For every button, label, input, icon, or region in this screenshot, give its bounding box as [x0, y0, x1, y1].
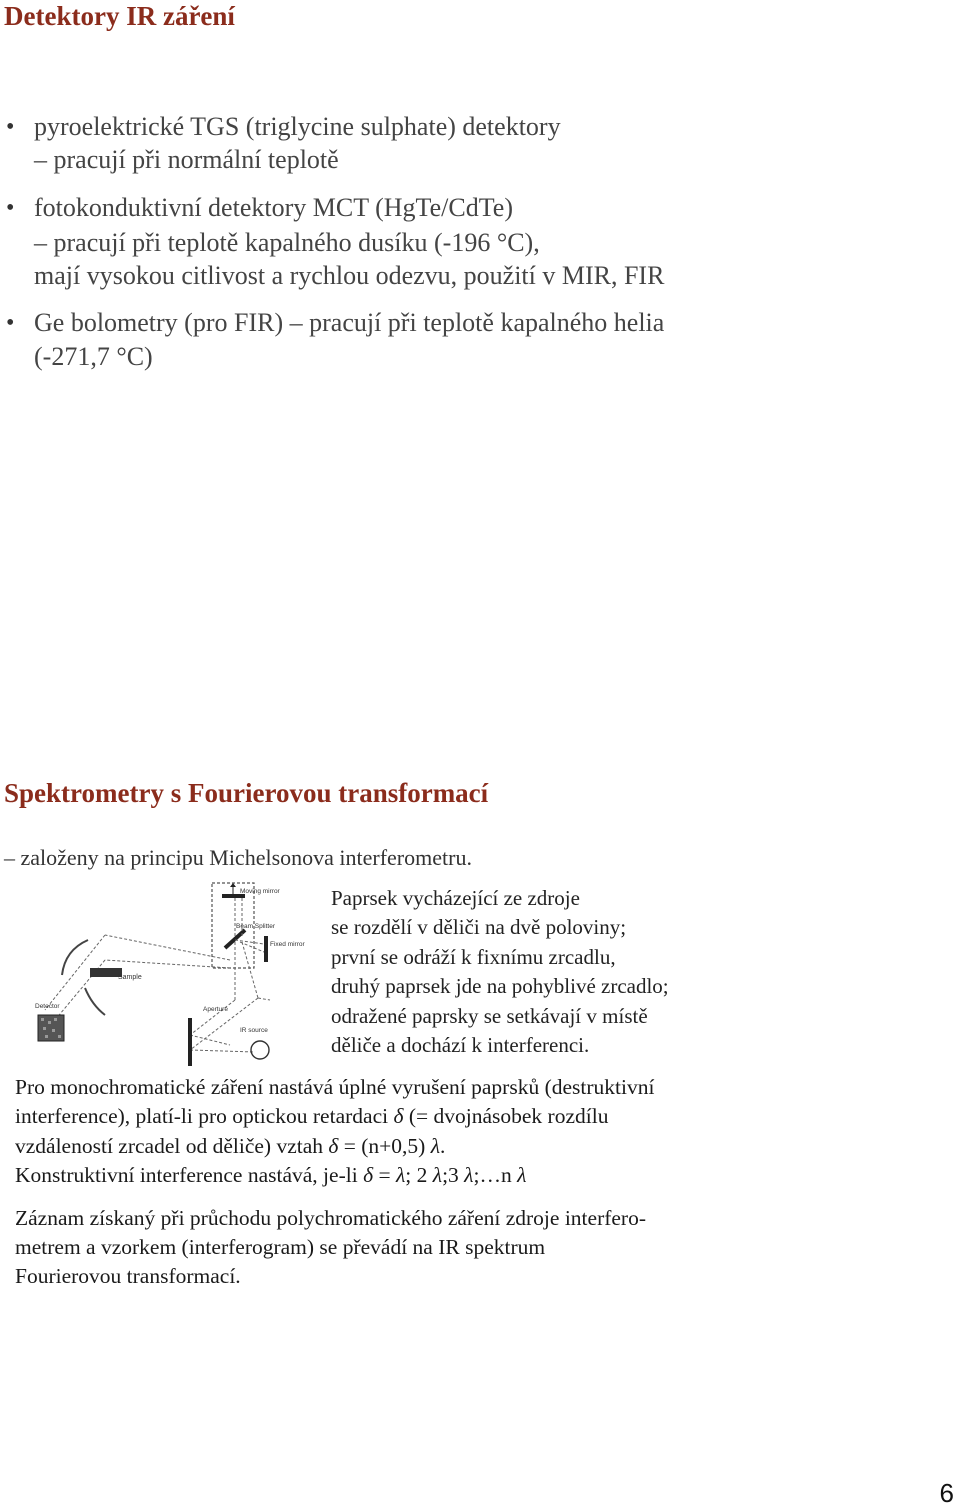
- lambda-symbol: λ: [517, 1163, 527, 1187]
- paragraph-line: Fourierovou transformací.: [15, 1264, 241, 1288]
- caption-line: první se odráží k fixnímu zrcadlu,: [331, 945, 616, 969]
- page-title: Detektory IR záření: [4, 1, 235, 31]
- bullet-text: fotokonduktivní detektory MCT (HgTe/CdTe): [34, 193, 513, 222]
- text-run: interference), platí-li pro optickou retardaci: [15, 1104, 394, 1128]
- delta-symbol: δ: [328, 1134, 339, 1158]
- paragraph-line: Pro monochromatické záření nastává úplné vyrušení paprsků (destruktivní: [15, 1075, 655, 1099]
- text-run: =: [373, 1163, 396, 1187]
- lambda-symbol: λ: [432, 1163, 443, 1187]
- fixed-mirror-label: Fixed mirror: [270, 941, 305, 948]
- section-heading: Spektrometry s Fourierovou transformací: [4, 778, 489, 808]
- text-run: Konstruktivní interference nastává, je-li: [15, 1163, 364, 1187]
- moving-mirror-label: Moving mirror: [240, 888, 280, 895]
- paragraph-line: [15, 1161, 526, 1191]
- bullet-subtext: – pracují při normální teplotě: [34, 145, 339, 174]
- bullet-text: pyroelektrické TGS (triglycine sulphate) detektory: [34, 112, 561, 141]
- bullet-text: Ge bolometry (pro FIR) – pracují při teplotě kapalného helia: [34, 308, 665, 337]
- beam-splitter: [225, 930, 245, 948]
- bullet-subtext: – pracují při teplotě kapalného dusíku (-196 °C),: [34, 228, 540, 257]
- collimating-mirror: [62, 940, 88, 975]
- text-run: ;…n: [473, 1163, 518, 1187]
- lambda-symbol: λ: [464, 1163, 474, 1187]
- caption-line: odražené paprsky se setkávají v místě: [331, 1004, 648, 1028]
- ir-source: [251, 1041, 269, 1059]
- paragraph-line: Záznam získaný při průchodu polychromatického záření zdroje interfero-: [15, 1206, 646, 1230]
- caption-line: druhý paprsek jde na pohyblivé zrcadlo;: [331, 974, 669, 998]
- lambda-symbol: λ: [430, 1134, 441, 1158]
- aperture-label: Aperture: [203, 1006, 228, 1013]
- ir-source-label: IR source: [240, 1027, 268, 1034]
- delta-symbol: δ: [363, 1163, 374, 1187]
- text-run: ; 2: [405, 1163, 433, 1187]
- paragraph-line: metrem a vzorkem (interferogram) se převádí na IR spektrum: [15, 1235, 546, 1259]
- delta-symbol: δ: [393, 1104, 404, 1128]
- focusing-mirror: [85, 988, 105, 1015]
- paragraph-line: [15, 1132, 445, 1162]
- detector-label: Detector: [35, 1003, 60, 1010]
- text-run: .: [440, 1134, 446, 1158]
- caption-line: se rozdělí v děliči na dvě poloviny;: [331, 915, 627, 939]
- text-run: vzdáleností zrcadel od děliče) vztah: [15, 1134, 329, 1158]
- text-run: (= dvojnásobek rozdílu: [403, 1104, 609, 1128]
- page-number: 6: [939, 1478, 954, 1508]
- bullet-subtext: mají vysokou citlivost a rychlou odezvu, použití v MIR, FIR: [34, 261, 665, 290]
- caption-line: děliče a dochází k interferenci.: [331, 1033, 590, 1057]
- bullet-dot: •: [6, 114, 15, 140]
- bullet-dot: •: [6, 310, 15, 336]
- caption-line: Paprsek vycházející ze zdroje: [331, 886, 580, 910]
- bullet-subtext: (-271,7 °C): [34, 342, 153, 371]
- text-run: = (n+0,5): [338, 1134, 431, 1158]
- michelson-interferometer-diagram: [30, 880, 305, 1070]
- bullet-dot: •: [6, 195, 15, 221]
- sample-label: Sample: [118, 974, 142, 981]
- lambda-symbol: λ: [395, 1163, 406, 1187]
- text-run: ;3: [442, 1163, 465, 1187]
- section-intro: – založeny na principu Michelsonova interferometru.: [4, 845, 472, 870]
- beam-splitter-label: Beam Splitter: [236, 923, 276, 930]
- paragraph-line: [15, 1102, 608, 1132]
